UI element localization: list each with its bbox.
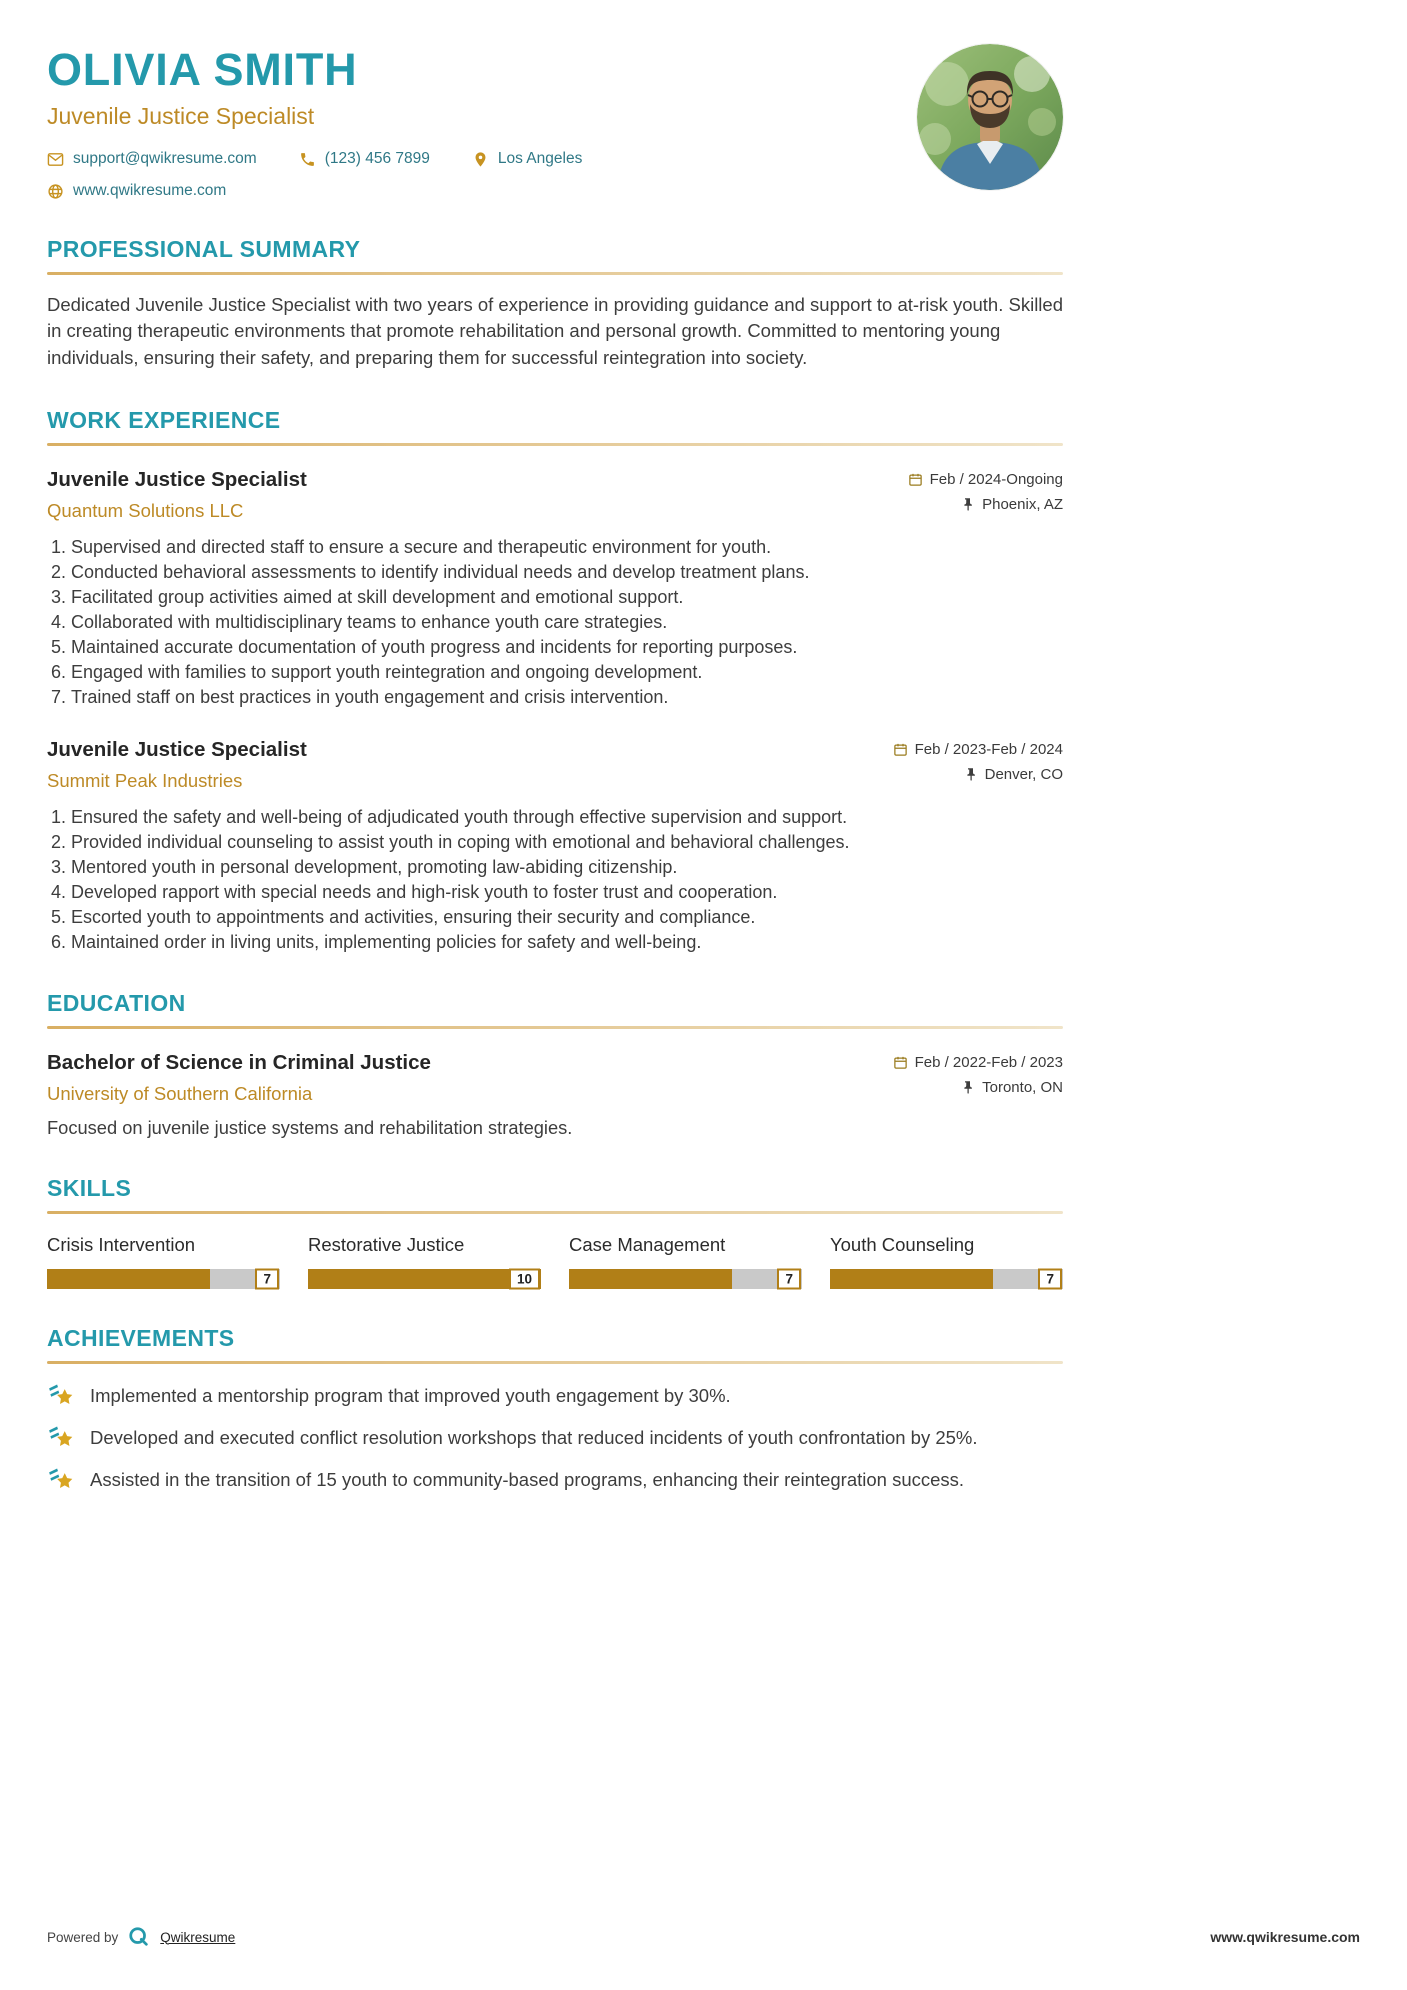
bullet-item: 3. Facilitated group activities aimed at skill development and emotional support. — [71, 587, 1063, 609]
globe-icon — [47, 183, 64, 200]
job-header — [47, 468, 1063, 522]
achievement-text: Developed and executed conflict resolution workshops that reduced incidents of youth confrontation by 25%. — [90, 1427, 978, 1449]
profile-photo — [917, 44, 1063, 190]
achievement-item — [47, 1384, 1063, 1409]
skill-item — [569, 1234, 802, 1289]
skill-name: Youth Counseling — [830, 1234, 975, 1256]
skill-score: 7 — [777, 1269, 801, 1290]
bullet-item: 2. Conducted behavioral assessments to identify individual needs and develop treatment plans. — [71, 562, 1063, 584]
skill-bar-fill — [47, 1269, 210, 1289]
skills-heading: SKILLS — [47, 1175, 132, 1202]
contact-phone[interactable] — [299, 150, 430, 168]
bullet-item: 5. Escorted youth to appointments and activities, ensuring their security and compliance. — [71, 907, 1063, 929]
bullet-item: 4. Collaborated with multidisciplinary teams to enhance youth care strategies. — [71, 612, 1063, 634]
location-pin-icon — [472, 151, 489, 168]
education-description: Focused on juvenile justice systems and rehabilitation strategies. — [47, 1117, 573, 1139]
section-divider — [47, 272, 1063, 275]
section-achievements — [47, 1325, 1063, 1493]
job-bullet-list — [47, 537, 1063, 709]
bullet-item: 1. Supervised and directed staff to ensure a secure and therapeutic environment for youth. — [71, 537, 1063, 559]
medal-icon — [47, 1424, 74, 1451]
skill-bar — [47, 1269, 280, 1289]
education-title-block — [47, 1051, 431, 1105]
skill-item — [308, 1234, 541, 1289]
summary-text: Dedicated Juvenile Justice Specialist with two years of experience in providing guidance and support to at-risk youth. Skilled in creating therapeutic environments that promote rehabilitation and personal growth. Committed to mentoring young individuals, ensuring their safety, and preparing them for successful reintegration into society. — [47, 294, 1063, 368]
skill-score: 10 — [509, 1269, 540, 1290]
job-company: Quantum Solutions LLC — [47, 499, 244, 521]
job-location — [963, 766, 1063, 783]
person-name: OLIVIA SMITH — [47, 44, 358, 95]
brand-link[interactable]: Qwikresume — [160, 1929, 236, 1945]
job-title: Juvenile Justice Specialist — [47, 467, 307, 491]
section-education — [47, 990, 1063, 1139]
skill-bar-fill — [830, 1269, 993, 1289]
skill-name: Restorative Justice — [308, 1234, 465, 1256]
person-title: Juvenile Justice Specialist — [47, 103, 315, 129]
contact-email[interactable] — [47, 150, 257, 168]
phone-text: (123) 456 7899 — [324, 150, 430, 167]
section-professional-summary — [47, 236, 1063, 371]
contact-row-2 — [47, 182, 1063, 200]
education-dates-text: Feb / 2022-Feb / 2023 — [914, 1054, 1063, 1072]
qwikresume-logo-icon — [128, 1926, 150, 1948]
section-work-experience — [47, 407, 1063, 954]
skill-bar — [830, 1269, 1063, 1289]
section-divider — [47, 443, 1063, 446]
powered-by-label: Powered by — [47, 1929, 119, 1945]
job-title-block — [47, 738, 307, 792]
skill-name: Crisis Intervention — [47, 1234, 196, 1256]
calendar-icon — [908, 472, 923, 487]
job-title-block — [47, 468, 307, 522]
skill-score: 7 — [1038, 1269, 1062, 1290]
calendar-icon — [893, 742, 908, 757]
medal-icon — [47, 1382, 74, 1409]
bullet-item: 1. Ensured the safety and well-being of adjudicated youth through effective supervision and support. — [71, 807, 1063, 829]
education-heading: EDUCATION — [47, 990, 186, 1017]
bullet-item: 2. Provided individual counseling to assist youth in coping with emotional and behavioral challenges. — [71, 832, 1063, 854]
skill-name: Case Management — [569, 1234, 726, 1256]
achievement-item — [47, 1426, 1063, 1451]
pushpin-icon — [963, 767, 978, 782]
job-dates-text: Feb / 2024-Ongoing — [929, 470, 1063, 488]
skill-bar — [569, 1269, 802, 1289]
job-meta — [908, 468, 1063, 513]
location-text: Los Angeles — [497, 150, 583, 167]
job-location — [960, 496, 1063, 513]
skill-bar-fill — [569, 1269, 732, 1289]
pushpin-icon — [960, 1080, 975, 1095]
achievement-text: Assisted in the transition of 15 youth to community-based programs, enhancing their reintegration success. — [90, 1469, 965, 1491]
skill-bar-fill — [308, 1269, 541, 1289]
job-title: Juvenile Justice Specialist — [47, 738, 307, 762]
bullet-item: 4. Developed rapport with special needs and high-risk youth to foster trust and cooperation. — [71, 882, 1063, 904]
education-location — [960, 1079, 1063, 1096]
header — [47, 44, 1063, 200]
job-dates-text: Feb / 2023-Feb / 2024 — [914, 741, 1063, 759]
job-meta — [893, 738, 1063, 783]
website-text: www.qwikresume.com — [73, 182, 227, 199]
section-divider — [47, 1026, 1063, 1029]
skill-bar — [308, 1269, 541, 1289]
bullet-item: 3. Mentored youth in personal development, promoting law-abiding citizenship. — [71, 857, 1063, 879]
pushpin-icon — [960, 497, 975, 512]
school-name: University of Southern California — [47, 1083, 313, 1105]
achievement-item — [47, 1468, 1063, 1493]
skills-grid — [47, 1234, 1063, 1289]
section-divider — [47, 1211, 1063, 1214]
resume-content — [47, 0, 1063, 1493]
education-meta — [893, 1051, 1063, 1096]
footer — [47, 1926, 1360, 1948]
phone-icon — [299, 151, 316, 168]
powered-by — [47, 1926, 235, 1948]
job-dates — [893, 741, 1063, 758]
bullet-item: 7. Trained staff on best practices in youth engagement and crisis intervention. — [71, 687, 1063, 709]
education-location-text: Toronto, ON — [982, 1079, 1063, 1097]
job-entry — [47, 738, 1063, 954]
education-header — [47, 1051, 1063, 1105]
education-dates — [893, 1054, 1063, 1071]
degree-title: Bachelor of Science in Criminal Justice — [47, 1051, 431, 1075]
summary-heading: PROFESSIONAL SUMMARY — [47, 236, 361, 262]
skill-score: 7 — [255, 1269, 279, 1290]
skill-item — [830, 1234, 1063, 1289]
section-skills — [47, 1175, 1063, 1289]
skill-item — [47, 1234, 280, 1289]
achievement-text: Implemented a mentorship program that improved youth engagement by 30%. — [90, 1385, 731, 1407]
job-location-text: Phoenix, AZ — [982, 495, 1063, 513]
experience-heading: WORK EXPERIENCE — [47, 406, 281, 433]
email-text: support@qwikresume.com — [73, 150, 257, 167]
calendar-icon — [893, 1055, 908, 1070]
section-divider — [47, 1361, 1063, 1364]
footer-website-link[interactable]: www.qwikresume.com — [1210, 1929, 1360, 1945]
achievements-list — [47, 1384, 1063, 1493]
achievements-heading: ACHIEVEMENTS — [47, 1325, 235, 1352]
education-entry — [47, 1051, 1063, 1139]
contact-location — [472, 150, 582, 168]
bullet-item: 6. Maintained order in living units, implementing policies for safety and well-being. — [71, 932, 1063, 954]
envelope-icon — [47, 151, 64, 168]
job-entry — [47, 468, 1063, 709]
job-bullet-list — [47, 807, 1063, 954]
job-dates — [908, 471, 1063, 488]
contact-row-1 — [47, 150, 1063, 168]
medal-icon — [47, 1466, 74, 1493]
job-location-text: Denver, CO — [984, 766, 1063, 784]
job-header — [47, 738, 1063, 792]
contact-website[interactable] — [47, 182, 226, 200]
job-company: Summit Peak Industries — [47, 770, 243, 792]
bullet-item: 5. Maintained accurate documentation of youth progress and incidents for reporting purposes. — [71, 637, 1063, 659]
bullet-item: 6. Engaged with families to support youth reintegration and ongoing development. — [71, 662, 1063, 684]
